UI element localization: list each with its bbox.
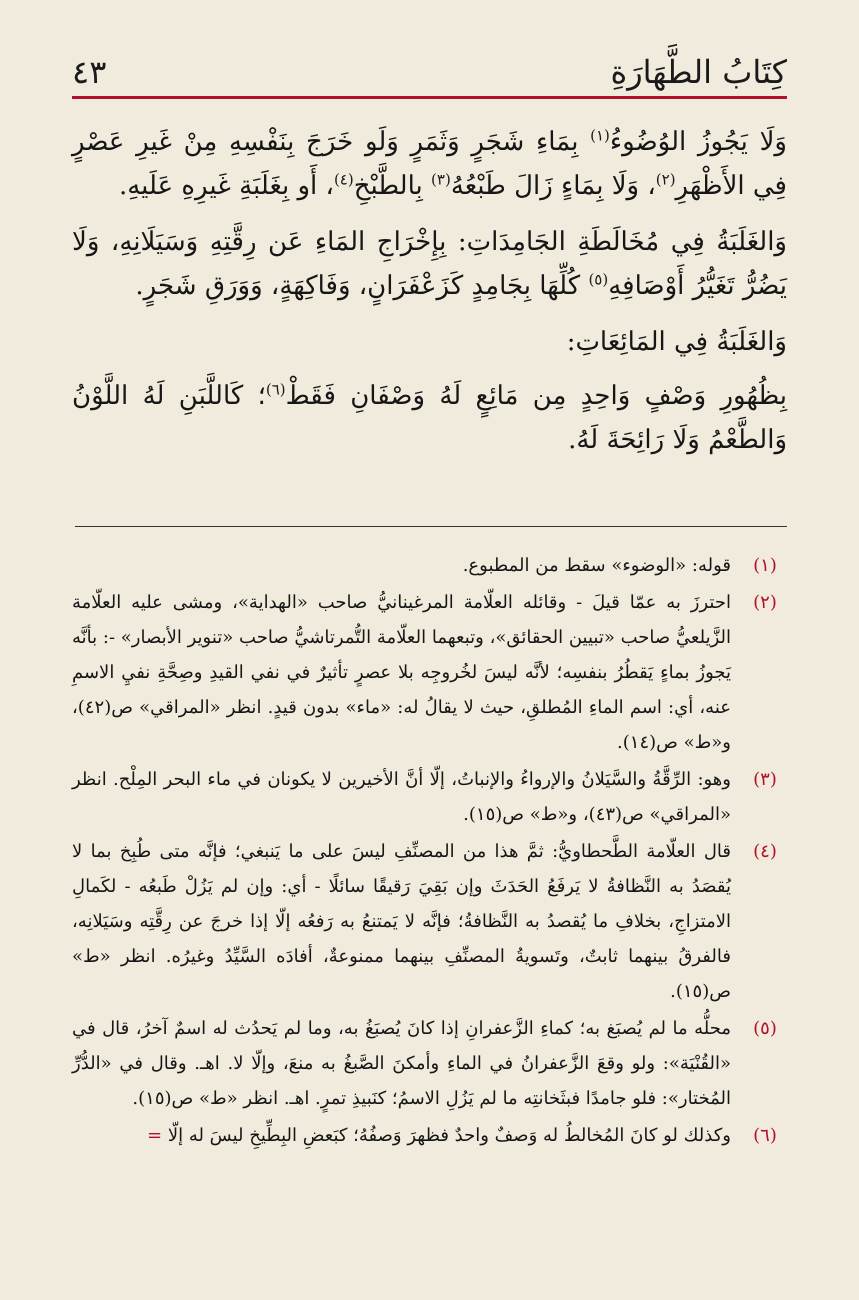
text-segment: ، أَو بِغَلَبَةِ غَيرِهِ عَلَيهِ.: [118, 171, 334, 201]
footnote-ref-3[interactable]: (٣): [431, 170, 451, 189]
footnote-text: [72, 1118, 731, 1153]
text-segment: وَالغَلَبَةُ فِي مُخَالَطَةِ الجَامِدَاتِ: بِإِخْرَاجِ المَاءِ عَن رِقَّتِهِ وَسَيَلَانِهِ، وَلَا يَضُرُّ تَغَيُّرُ أَوْصَافِهِ: [72, 227, 787, 301]
footnote: [72, 585, 787, 760]
footnote-text-body: وكذلك لو كانَ المُخالطُ له وَصفٌ واحدٌ فظهرَ وَصفُهُ؛ كبَعضِ البِطِّيخِ ليسَ له إلّا: [167, 1125, 731, 1146]
footnote: [72, 1011, 787, 1116]
text-segment: ، وَلَا بِمَاءٍ زَالَ طَبْعُهُ: [450, 171, 656, 201]
page-header: [72, 50, 787, 98]
text-segment: كُلِّهَا بِجَامِدٍ كَزَعْفَرَانٍ، وَفَاكِهَةٍ، وَوَرَقِ شَجَرٍ.: [135, 271, 589, 301]
text-segment: بِظُهُورِ وَصْفٍ وَاحِدٍ مِن مَائِعٍ لَهُ وَصْفَانِ فَقَطْ: [285, 381, 788, 411]
running-title: كِتَابُ الطَّهَارَةِ: [610, 53, 787, 91]
footnote-number: (٦): [753, 1125, 777, 1146]
paragraph-3: وَالغَلَبَةُ فِي المَائِعَاتِ:: [566, 327, 787, 357]
footnote-number: (٤): [753, 841, 777, 862]
footnote-number: (٣): [753, 769, 777, 790]
text-segment: بِمَاءِ شَجَرٍ وَثَمَرٍ وَلَو خَرَجَ بِنَفْسِهِ مِنْ غَيرِ عَصْرٍ فِي الأَظْهَرِ: [72, 127, 787, 201]
footnotes: [72, 548, 787, 1155]
footnote-text: احترزَ به عمّا قيلَ - وقائله العلّامة المرغينانيُّ صاحب «الهداية»، ومشى عليه العلّامة الزَّيلعيُّ صاحب «تبيين الحقائق»، وتبعهما العلّامة التُّمرتاشيُّ صاحب «تنوير الأبصار» -: بأنَّه يَجوزُ بماءٍ يَقطُرُ بنفسِه؛ لأنَّه ليسَ لخُروجِه بلا عصرٍ تأثيرٌ في نفي القيدِ وصِحَّةِ نفيِ الاسمِ عنه، أي: اسم الماءِ المُطلقِ، حيث لا يقالُ له: «ماء» بدون قيدٍ. انظر «المراقي» ص(٤٢)، و«ط» ص(١٤).: [72, 592, 731, 753]
footnote-number: (٥): [753, 1018, 777, 1039]
paragraph-1: [72, 120, 787, 208]
main-text: [72, 120, 787, 474]
continuation-mark: =: [147, 1125, 163, 1146]
footnote-ref-6[interactable]: (٦): [265, 380, 286, 399]
page-number: ٤٣: [72, 53, 107, 91]
footnote-ref-5[interactable]: (٥): [588, 270, 609, 289]
paragraph-4: [72, 374, 787, 462]
text-segment: بِالطَّبْخِ: [353, 171, 432, 201]
footnote: [72, 834, 787, 1009]
footnote-text: محلُّه ما لم يُصبَغ به؛ كماءِ الزَّعفرانِ إذا كانَ يُصبَغُ به، وما لم يَحدُث له اسمٌ آخرُ، قال في «القُنْيَة»: ولو وقعَ الزَّعفرانُ في الماءِ وأمكنَ الصَّبغُ به منعَ، وإلّا لا. اهـ. وقال في «الدُّرِّ المُختار»: فلو جامدًا فبثَخانتِه ما لم يَزُلِ الاسمُ؛ كنَبيذِ تمرٍ. اهـ. انظر «ط» ص(١٥).: [72, 1018, 731, 1109]
footnote-text: قوله: «الوضوء» سقط من المطبوع.: [462, 555, 731, 576]
paragraph-2: [72, 220, 787, 308]
text-segment: ؛ كَاللَّبَنِ لَهُ اللَّوْنُ وَالطَّعْمُ وَلَا رَائِحَةَ لَهُ.: [72, 381, 787, 455]
footnote: [72, 548, 787, 583]
header-rule: [72, 96, 787, 99]
footnote-number: (١): [753, 555, 777, 576]
footnote-ref-4[interactable]: (٤): [333, 170, 354, 189]
footnote-text: وهو: الرِّقَّةُ والسَّيَلانُ والإرواءُ والإنباتُ، إلّا أنَّ الأخيرين لا يكونان في ماء البحر المِلْح. انظر «المراقي» ص(٤٣)، و«ط» ص(١٥).: [72, 769, 731, 825]
footnote-text: قال العلّامة الطَّحطاويُّ: ثمَّ هذا من المصنِّفِ ليسَ على ما يَنبغي؛ فإنَّه متى طُبِخ بما لا يُقصَدُ به النَّظافةُ لا يَرفَعُ الحَدَثَ وإن بَقِيَ رَقيقًا سائلًا - أي: وإن لم يَزُلْ طَبعُه - لكَمالِ الامتزاجِ، بخلافِ ما يُقصدُ به النَّظافةُ؛ فإنَّه لا يَمتنعُ به رَفعُه إلّا إذا خرجَ عن رِقَّتِه وسَيَلانِه، فالفرقُ بينهما ثابتٌ، وتَسويةُ المصنِّفِ بينهما ممنوعةٌ، أفادَه السَّيِّدُ وغيرُه. انظر «ط» ص(١٥).: [72, 841, 731, 1002]
footnote: [72, 1118, 787, 1153]
footnote: [72, 762, 787, 832]
text-segment: وَلَا يَجُوزُ الوُضُوءُ: [609, 127, 787, 157]
footnote-ref-2[interactable]: (٢): [655, 170, 676, 189]
footnote-divider: [75, 526, 787, 527]
footnote-ref-1[interactable]: (١): [590, 126, 610, 145]
footnote-number: (٢): [753, 592, 777, 613]
